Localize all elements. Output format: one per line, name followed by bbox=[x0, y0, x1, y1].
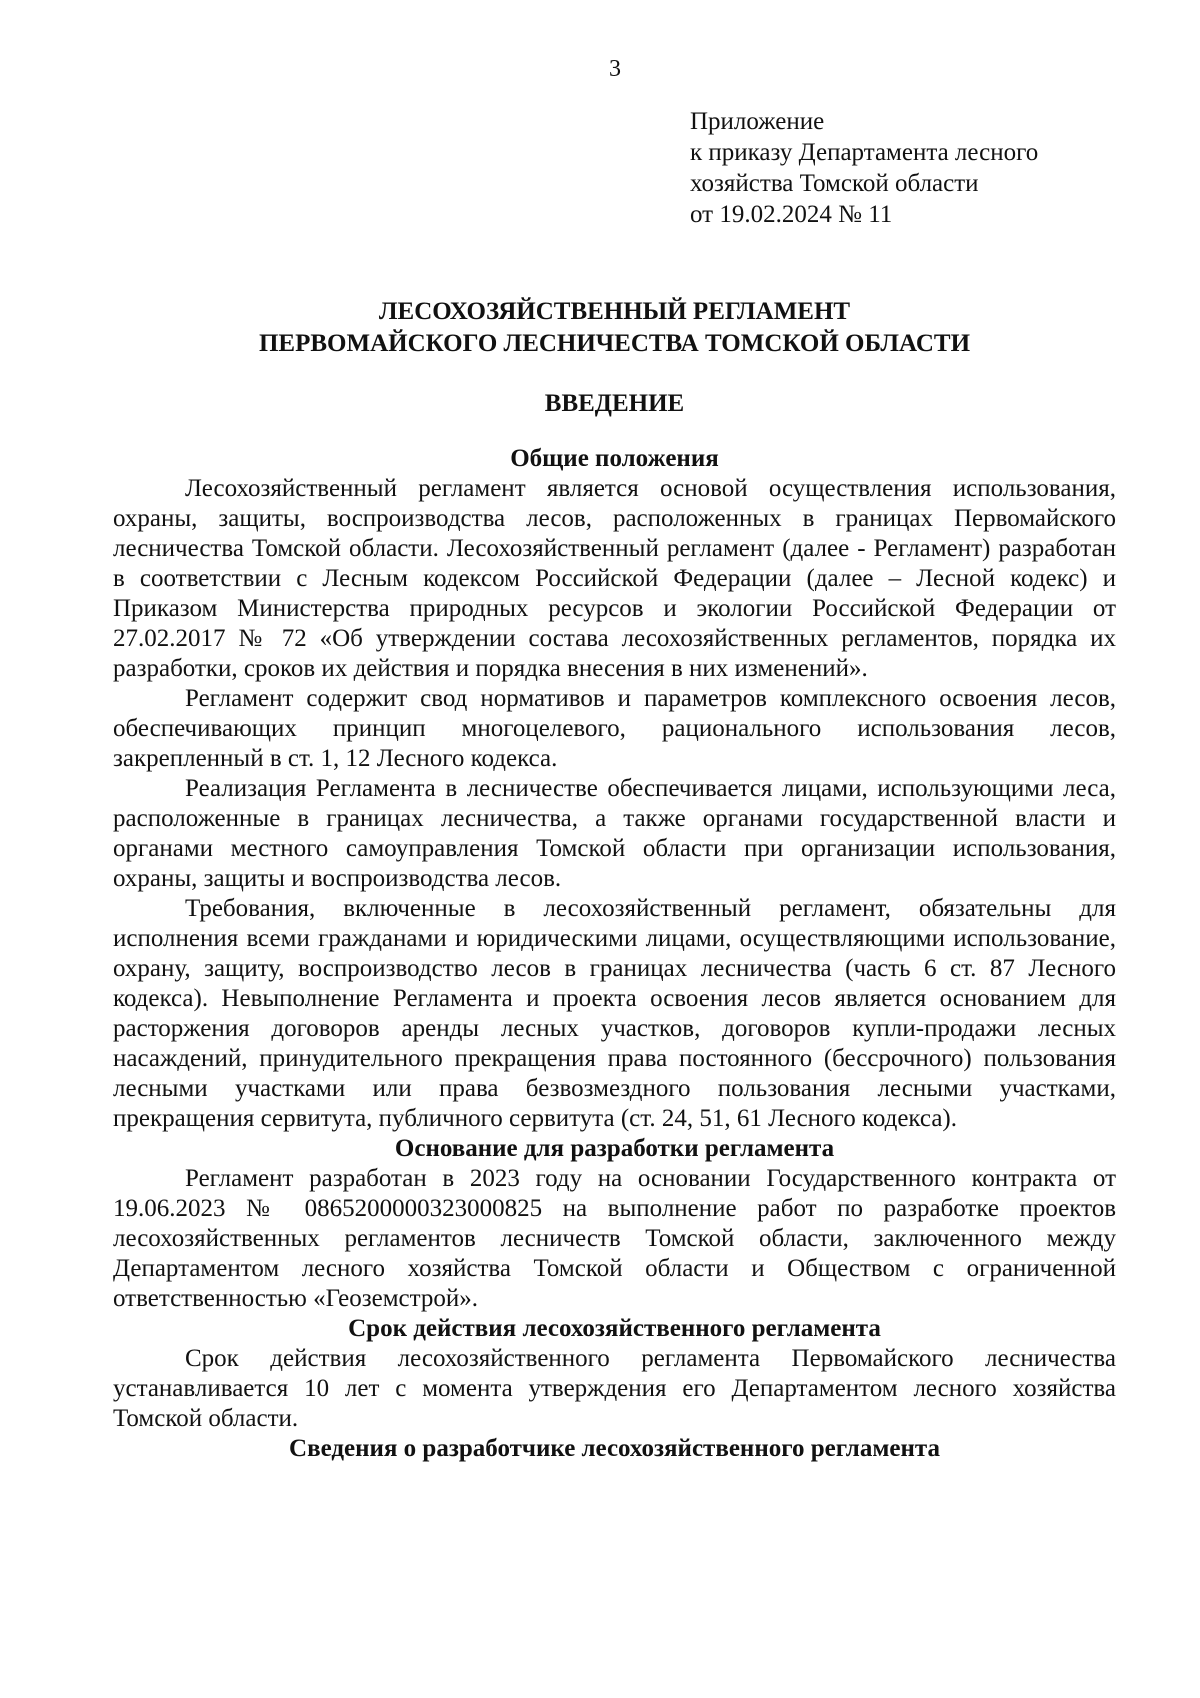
section-heading-general: Общие положения bbox=[510, 445, 719, 472]
paragraph: Срок действия лесохозяйственного регламента Первомайского лесничества устанавливается 10 лет с момента утверждения его Департаментом лесного хозяйства Томской области. bbox=[113, 1345, 1116, 1432]
paragraph: Регламент разработан в 2023 году на основании Государственного контракта от 19.06.2023 № 0865200000323000825 на выполнение работ по разработке проектов лесохозяйственных регламентов лесничеств Томской области, заключенного между Департаментом лесного хозяйства Томской области и Обществом с ограниченной ответственностью «Геоземстрой». bbox=[113, 1165, 1116, 1312]
appendix-line: от 19.02.2024 № 11 bbox=[690, 201, 893, 228]
section-heading-term: Срок действия лесохозяйственного регламента bbox=[348, 1315, 881, 1342]
section-heading-developer: Сведения о разработчике лесохозяйственного регламента bbox=[289, 1435, 940, 1462]
document-title bbox=[113, 296, 1116, 360]
paragraph: Лесохозяйственный регламент является основой осуществления использования, охраны, защиты, воспроизводства лесов, расположенных в границах Первомайского лесничества Томской области. Лесохозяйственный регламент (далее - Регламент) разработан в соответствии с Лесным кодексом Российской Федерации (далее – Лесной кодекс) и Приказом Министерства природных ресурсов и экологии Российской Федерации от 27.02.2017 № 72 «Об утверждении состава лесохозяйственных регламентов, порядка их разработки, сроков их действия и порядка внесения в них изменений». bbox=[113, 475, 1116, 682]
appendix-line: к приказу Департамента лесного bbox=[690, 139, 1039, 166]
document-body bbox=[113, 296, 1116, 1464]
paragraph: Регламент содержит свод нормативов и параметров комплексного освоения лесов, обеспечивающих принцип многоцелевого, рационального использования лесов, закрепленный в ст. 1, 12 Лесного кодекса. bbox=[113, 685, 1116, 772]
intro-heading: ВВЕДЕНИЕ bbox=[544, 390, 685, 417]
document-title-line: ПЕРВОМАЙСКОГО ЛЕСНИЧЕСТВА ТОМСКОЙ ОБЛАСТИ bbox=[258, 330, 971, 357]
appendix-line: хозяйства Томской области bbox=[690, 170, 979, 197]
paragraph: Требования, включенные в лесохозяйственный регламент, обязательны для исполнения всеми гражданами и юридическими лицами, осуществляющими использование, охрану, защиту, воспроизводство лесов в границах лесничества (часть 6 ст. 87 Лесного кодекса). Невыполнение Регламента и проекта освоения лесов является основанием для расторжения договоров аренды лесных участков, договоров купли-продажи лесных насаждений, принудительного прекращения права постоянного (бессрочного) пользования лесными участками или права безвозмездного пользования лесными участками, прекращения сервитута, публичного сервитута (ст. 24, 51, 61 Лесного кодекса). bbox=[113, 895, 1116, 1132]
page-number: 3 bbox=[609, 56, 621, 82]
appendix-line: Приложение bbox=[690, 108, 825, 135]
paragraph: Реализация Регламента в лесничестве обеспечивается лицами, использующими леса, расположенные в границах лесничества, а также органами государственной власти и органами местного самоуправления Томской области при организации использования, охраны, защиты и воспроизводства лесов. bbox=[113, 775, 1116, 892]
document-title-line: ЛЕСОХОЗЯЙСТВЕННЫЙ РЕГЛАМЕНТ bbox=[378, 298, 851, 325]
appendix-block bbox=[690, 106, 1038, 230]
section-heading-basis: Основание для разработки регламента bbox=[394, 1135, 835, 1162]
